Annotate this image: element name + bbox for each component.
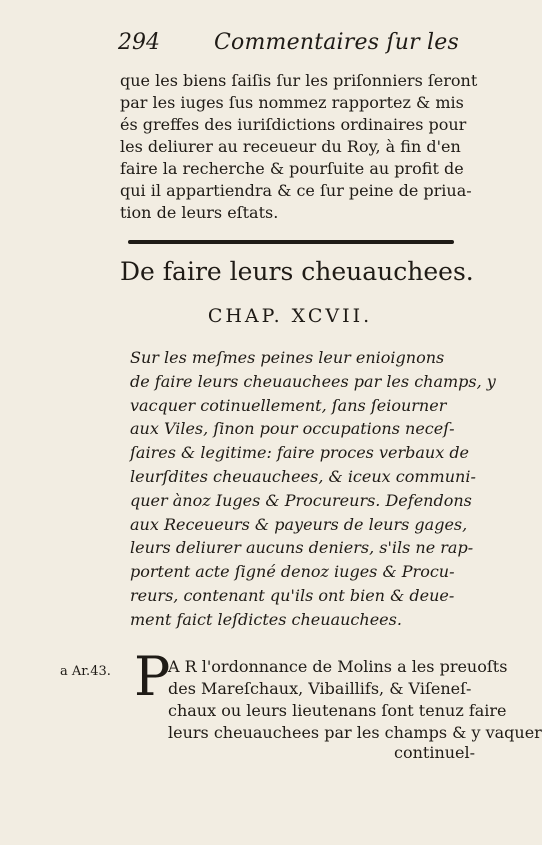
- commentary-paragraph: [168, 656, 542, 744]
- text-line: qui il appartiendra & ce ſur peine de priua-: [120, 181, 472, 200]
- text-line: chaux ou leurs lieutenans ſont tenuz faire: [168, 701, 507, 720]
- summary-line: de faire leurs cheuauchees par les champs, y: [130, 371, 496, 391]
- drop-cap-initial: P: [134, 645, 171, 708]
- summary-line: Sur les meſmes peines leur enioignons: [130, 348, 445, 367]
- section-divider-rule: [128, 240, 454, 244]
- summary-line: aux Viles, ſinon pour occupations neceſ-: [130, 419, 455, 439]
- summary-line: quer ànoz Iuges & Procureurs. Defendons: [130, 490, 472, 510]
- top-paragraph: [120, 70, 478, 224]
- chapter-heading: De faire leurs cheuauchees.: [120, 257, 474, 286]
- summary-line: leurſdites cheuauchees, & iceux communi-: [130, 466, 476, 486]
- chapter-summary: [130, 346, 496, 632]
- summary-line: portent acte ſigné denoz iuges & Procu-: [130, 562, 455, 582]
- text-line: leurs cheuauchees par les champs & y vaquer: [168, 723, 542, 742]
- text-line: és greffes des iuriſdictions ordinaires pour: [120, 115, 467, 134]
- summary-line: leurs deliurer aucuns deniers, s'ils ne rap-: [130, 538, 474, 558]
- summary-line: ment faict leſdictes cheuauchees.: [130, 609, 402, 629]
- catchword: continuel-: [394, 743, 476, 762]
- text-line: par les iuges ſus nommez rapportez & mis: [120, 93, 464, 112]
- text-line: faire la recherche & pourſuite au profit de: [120, 159, 464, 178]
- summary-line: aux Receueurs & payeurs de leurs gages,: [130, 514, 468, 534]
- chapter-number: CHAP. XCVII.: [207, 305, 373, 327]
- text-line: les deliurer au receueur du Roy, à fin d'en: [120, 137, 461, 156]
- page-header: [118, 30, 460, 60]
- page-number: 294: [118, 30, 160, 55]
- summary-line: reurs, contenant qu'ils ont bien & deue-: [130, 585, 455, 605]
- summary-line: vacquer cotinuellement, ſans ſeiourner: [130, 395, 447, 415]
- text-line: tion de leurs eſtats.: [120, 203, 279, 222]
- text-line: que les biens ſaiſis ſur les priſonniers ſeront: [120, 71, 478, 90]
- summary-line: ſaires & legitime: faire proces verbaux de: [130, 443, 470, 463]
- text-line: des Mareſchaux, Vibaillifs, & Viſeneſ-: [168, 679, 472, 698]
- margin-note: a Ar.43.: [60, 664, 111, 679]
- text-line: A R l'ordonnance de Molins a les preuoſts: [168, 657, 508, 676]
- running-title: Commentaires ſur les: [214, 30, 459, 55]
